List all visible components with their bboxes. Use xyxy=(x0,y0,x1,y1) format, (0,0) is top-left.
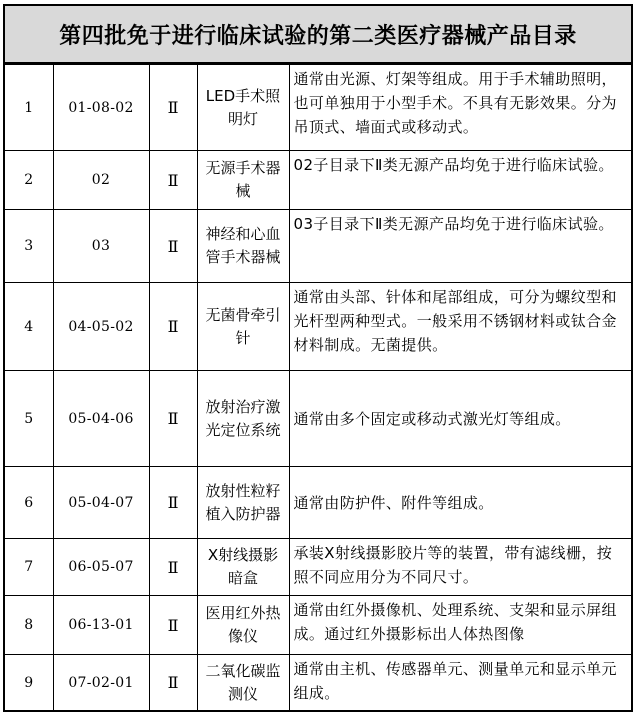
product-name: 医用红外热像仪 xyxy=(197,596,289,655)
product-name: 放射性粒籽植入防护器 xyxy=(197,467,289,539)
row-number: 9 xyxy=(5,655,53,711)
row-number: 1 xyxy=(5,65,53,151)
product-name: 无菌骨牵引针 xyxy=(197,283,289,371)
table-row xyxy=(5,467,631,539)
product-description: 通常由多个固定或移动式激光灯等组成。 xyxy=(289,371,631,467)
page-title: 第四批免于进行临床试验的第二类医疗器械产品目录 xyxy=(5,6,631,64)
product-name: LED手术照明灯 xyxy=(197,65,289,151)
catalog-sheet xyxy=(3,4,633,712)
product-description: 通常由防护件、附件等组成。 xyxy=(289,467,631,539)
category-code: 06-05-07 xyxy=(53,539,149,596)
category-code: 01-08-02 xyxy=(53,65,149,151)
device-class: Ⅱ xyxy=(149,210,197,283)
row-number: 3 xyxy=(5,210,53,283)
product-description: 通常由主机、传感器单元、测量单元和显示单元组成。 xyxy=(289,655,631,711)
row-number: 6 xyxy=(5,467,53,539)
row-number: 7 xyxy=(5,539,53,596)
row-number: 4 xyxy=(5,283,53,371)
row-number: 2 xyxy=(5,151,53,210)
table-row xyxy=(5,210,631,283)
category-code: 06-13-01 xyxy=(53,596,149,655)
device-class: Ⅱ xyxy=(149,539,197,596)
category-code: 07-02-01 xyxy=(53,655,149,711)
device-class: Ⅱ xyxy=(149,655,197,711)
table-row xyxy=(5,371,631,467)
device-class: Ⅱ xyxy=(149,283,197,371)
product-description: 03子目录下Ⅱ类无源产品均免于进行临床试验。 xyxy=(289,210,631,283)
table-row xyxy=(5,65,631,151)
product-name: 无源手术器械 xyxy=(197,151,289,210)
product-name: X射线摄影暗盒 xyxy=(197,539,289,596)
category-code: 03 xyxy=(53,210,149,283)
product-name: 神经和心血管手术器械 xyxy=(197,210,289,283)
catalog-table xyxy=(5,64,631,711)
product-description: 承装X射线摄影胶片等的装置，带有滤线栅，按照不同应用分为不同尺寸。 xyxy=(289,539,631,596)
table-row xyxy=(5,655,631,711)
category-code: 05-04-07 xyxy=(53,467,149,539)
row-number: 5 xyxy=(5,371,53,467)
product-name: 放射治疗激光定位系统 xyxy=(197,371,289,467)
product-description: 通常由头部、针体和尾部组成，可分为螺纹型和光杆型两种型式。一般采用不锈钢材料或钛合金材料制成。无菌提供。 xyxy=(289,283,631,371)
table-row xyxy=(5,283,631,371)
device-class: Ⅱ xyxy=(149,467,197,539)
product-description: 02子目录下Ⅱ类无源产品均免于进行临床试验。 xyxy=(289,151,631,210)
row-number: 8 xyxy=(5,596,53,655)
category-code: 02 xyxy=(53,151,149,210)
category-code: 05-04-06 xyxy=(53,371,149,467)
device-class: Ⅱ xyxy=(149,65,197,151)
category-code: 04-05-02 xyxy=(53,283,149,371)
product-name: 二氧化碳监测仪 xyxy=(197,655,289,711)
device-class: Ⅱ xyxy=(149,371,197,467)
table-row xyxy=(5,596,631,655)
product-description: 通常由红外摄像机、处理系统、支架和显示屏组成。通过红外摄影标出人体热图像 xyxy=(289,596,631,655)
table-row xyxy=(5,539,631,596)
device-class: Ⅱ xyxy=(149,151,197,210)
table-row xyxy=(5,151,631,210)
device-class: Ⅱ xyxy=(149,596,197,655)
product-description: 通常由光源、灯架等组成。用于手术辅助照明，也可单独用于小型手术。不具有无影效果。分为吊顶式、墙面式或移动式。 xyxy=(289,65,631,151)
